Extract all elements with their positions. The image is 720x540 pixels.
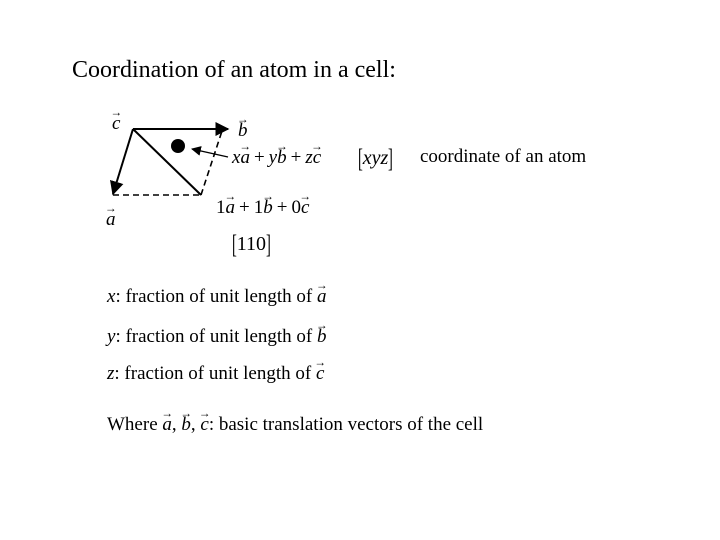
definition-x: x: fraction of unit length of → a — [107, 287, 327, 306]
vector-a-label: → a — [106, 210, 116, 229]
general-position-expression: x→ a + y→ b + z→ c — [232, 148, 321, 167]
example-position-expression: 1→ a + 1→ b + 0→ c — [216, 198, 309, 217]
pointer-arrow — [192, 149, 228, 157]
coordinate-caption: coordinate of an atom — [420, 146, 587, 167]
atom-dot — [171, 139, 185, 153]
translation-vectors-note: Where → a, → b, → c: basic translation vectors of the cell — [107, 415, 483, 434]
definition-y: y: fraction of unit length of → b — [107, 327, 327, 346]
cell-edge-dashed-right — [201, 131, 222, 195]
vector-a-arrow — [113, 129, 133, 194]
vector-c-label: → c — [112, 114, 120, 133]
vector-b-label: → b — [238, 121, 248, 140]
cell-diagonal — [133, 129, 201, 195]
definition-z: z: fraction of unit length of → c — [107, 364, 324, 383]
example-bracket: [110] — [231, 229, 271, 259]
xyz-bracket: [xyz] — [357, 143, 394, 173]
page-title: Coordination of an atom in a cell: — [72, 57, 396, 83]
